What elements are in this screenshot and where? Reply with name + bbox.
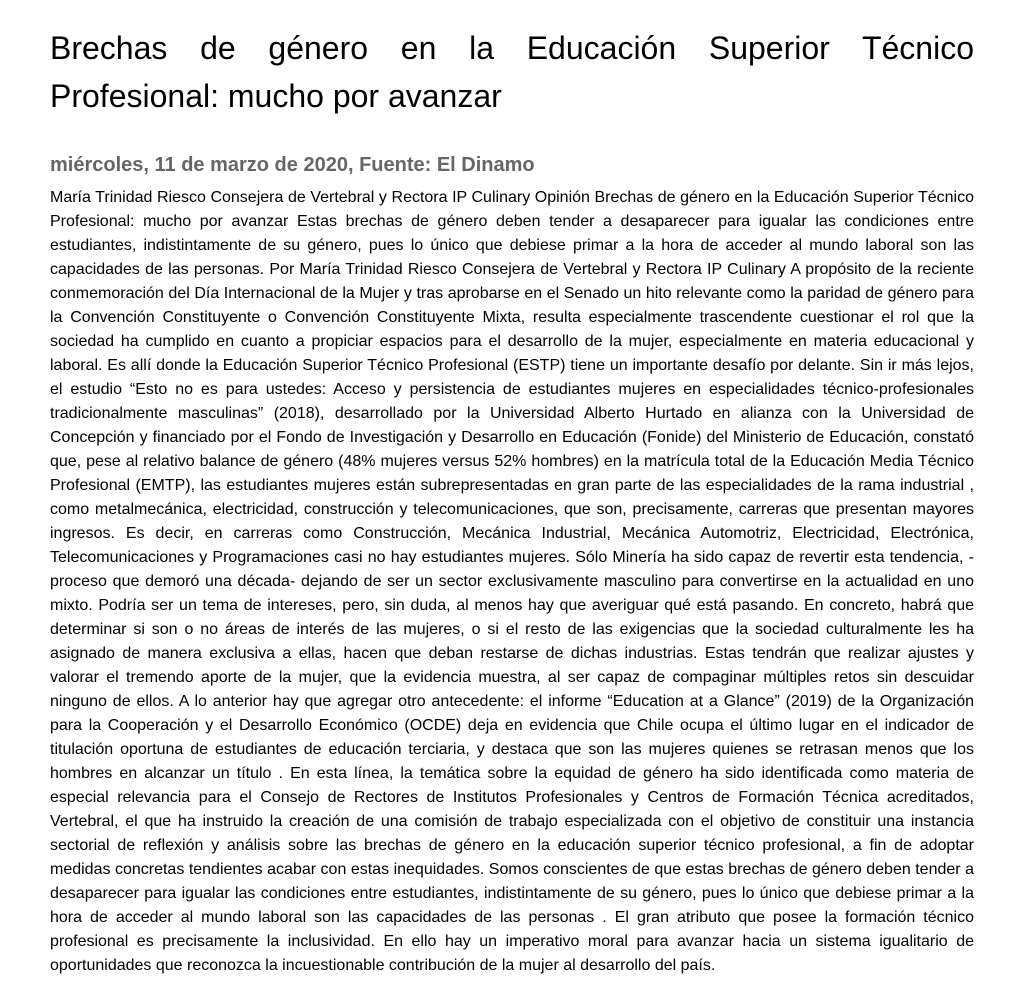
article-body: María Trinidad Riesco Consejera de Vertebral y Rectora IP Culinary Opinión Brechas de género en la Educación Superior Técnico Profesional: mucho por avanzar Estas brechas de género deben tender a desaparecer para igualar las condiciones entre estudiantes, indistintamente de su género, pues lo único que debiese primar a la hora de acceder al mundo laboral son las capacidades de las personas. Por María Trinidad Riesco Consejera de Vertebral y Rectora IP Culinary A propósito de la reciente conmemoración del Día Internacional de la Mujer y tras aprobarse en el Senado un hito relevante como la paridad de género para la Convención Constituyente o Convención Constituyente Mixta, resulta especialmente trascendente cuestionar el rol que la sociedad ha cumplido en cuanto a propiciar espacios para el desarrollo de la mujer, especialmente en materia educacional y laboral. Es allí donde la Educación Superior Técnico Profesional (ESTP) tiene un importante desafío por delante. Sin ir más lejos, el estudio “Esto no es para ustedes: Acceso y persistencia de estudiantes mujeres en especialidades técnico-profesionales tradicionalmente masculinas” (2018), desarrollado por la Universidad Alberto Hurtado en alianza con la Universidad de Concepción y financiado por el Fondo de Investigación y Desarrollo en Educación (Fonide) del Ministerio de Educación, constató que, pese al relativo balance de género (48% mujeres versus 52% hombres) en la matrícula total de la Educación Media Técnico Profesional (EMTP), las estudiantes mujeres están subrepresentadas en gran parte de las especialidades de la rama industrial , como metalmecánica, electricidad, construcción y telecomunicaciones, que son, precisamente, carreras que presentan mayores ingresos. Es decir, en carreras como Construcción, Mecánica Industrial, Mecánica Automotriz, Electricidad, Electrónica, Telecomunicaciones y Programaciones casi no hay estudiantes mujeres. Sólo Minería ha sido capaz de revertir esta tendencia, -proceso que demoró una década- dejando de ser un sector exclusivamente masculino para convertirse en la actualidad en uno mixto. Podría ser un tema de intereses, pero, sin duda, al menos hay que averiguar qué está pasando. En concreto, habrá que determinar si son o no áreas de interés de las mujeres, o si el resto de las exigencias que la sociedad culturalmente les ha asignado de manera exclusiva a ellas, hacen que deban restarse de dichas industrias. Estas tendrán que realizar ajustes y valorar el tremendo aporte de la mujer, que la evidencia muestra, al ser capaz de compaginar múltiples retos sin descuidar ninguno de ellos. A lo anterior hay que agregar otro antecedente: el informe “Education at a Glance” (2019) de la Organización para la Cooperación y el Desarrollo Económico (OCDE) deja en evidencia que Chile ocupa el último lugar en el indicador de titulación oportuna de estudiantes de educación terciaria, y destaca que son las mujeres quienes se retrasan menos que los hombres en alcanzar un título . En esta línea, la temática sobre la equidad de género ha sido identificada como materia de especial relevancia para el Consejo de Rectores de Institutos Profesionales y Centros de Formación Técnica acreditados, Vertebral, el que ha instruido la creación de una comisión de trabajo especializada con el objetivo de constituir una instancia sectorial de reflexión y análisis sobre las brechas de género en la educación superior técnico profesional, a fin de adoptar medidas concretas tendientes acabar con estas inequidades. Somos conscientes de que estas brechas de género deben tender a desaparecer para igualar las condiciones entre estudiantes, indistintamente de su género, pues lo único que debiese primar a la hora de acceder al mundo laboral son las capacidades de las personas . El gran atributo que posee la formación técnico profesional es precisamente la inclusividad. En ello hay un imperativo moral para avanzar hacia un sistema igualitario de oportunidades que reconozca la incuestionable contribución de la mujer al desarrollo del país. bbox=[50, 189, 974, 974]
article bbox=[50, 0, 974, 978]
article-title: Brechas de género en la Educación Superior Técnico Profesional: mucho por avanzar bbox=[50, 30, 974, 114]
article-meta: miércoles, 11 de marzo de 2020, Fuente: El Dinamo bbox=[50, 154, 535, 176]
